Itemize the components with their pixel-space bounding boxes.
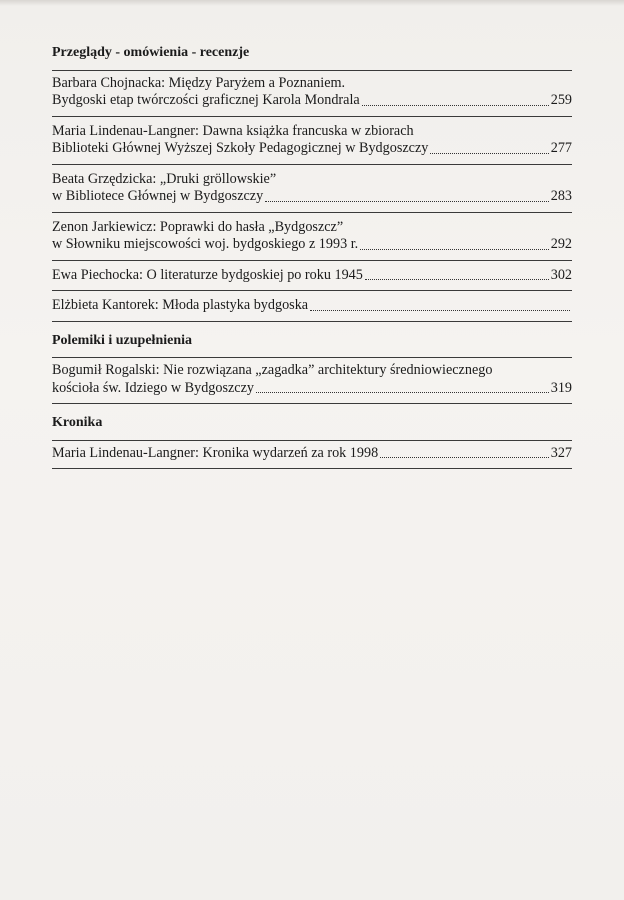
dot-leader (360, 249, 549, 250)
page-number: 277 (550, 140, 572, 156)
toc-entry[interactable] (52, 219, 572, 254)
section-rule (52, 70, 572, 71)
dot-leader (256, 392, 549, 393)
dot-leader (380, 457, 549, 458)
section-rule (52, 440, 572, 441)
section-heading: Przeglądy - omówienia - recenzje (52, 45, 250, 60)
toc-entry[interactable] (52, 75, 572, 110)
entry-text: w Bibliotece Głównej w Bydgoszczy (52, 188, 264, 204)
page-number: 302 (550, 266, 572, 283)
section-przeglady (52, 44, 572, 322)
section-rule (52, 357, 572, 358)
dot-leader (310, 310, 570, 311)
dot-leader (362, 105, 549, 106)
entry-text: Bogumił Rogalski: Nie rozwiązana „zagadka” architektury średniowiecznego (52, 362, 493, 378)
dot-leader (265, 201, 549, 202)
dot-leader (365, 279, 549, 280)
entry-separator (52, 260, 572, 261)
entry-text: Zenon Jarkiewicz: Poprawki do hasła „Bydgoszcz” (52, 218, 344, 235)
entry-separator (52, 290, 572, 291)
page-number: 283 (550, 188, 572, 204)
toc-entry[interactable] (52, 123, 572, 158)
page-number: 259 (550, 92, 572, 108)
toc-entry[interactable] (52, 171, 572, 206)
entry-separator (52, 403, 572, 404)
entry-separator (52, 212, 572, 213)
toc-entry[interactable] (52, 297, 572, 315)
page-number: 327 (550, 444, 572, 461)
page-number: 292 (550, 236, 572, 252)
section-heading: Polemiki i uzupełnienia (52, 332, 193, 348)
entry-text: Maria Lindenau-Langner: Kronika wydarzeń za rok 1998 (52, 444, 379, 461)
section-kronika (52, 414, 572, 469)
dot-leader (430, 153, 548, 154)
entry-text: Biblioteki Głównej Wyższej Szkoły Pedagogicznej w Bydgoszczy (52, 140, 429, 156)
toc-entry[interactable] (52, 267, 572, 285)
entry-text: Elżbieta Kantorek: Młoda plastyka bydgoska (52, 297, 309, 313)
entry-text: Ewa Piechocka: O literaturze bydgoskiej po roku 1945 (52, 266, 363, 283)
toc-entry[interactable] (52, 362, 572, 397)
entry-text: Maria Lindenau-Langner: Dawna książka francuska w zbiorach (52, 122, 414, 139)
entry-separator (52, 164, 572, 165)
page-top-edge (0, 0, 624, 6)
entry-text: kościoła św. Idziego w Bydgoszczy (52, 379, 254, 396)
entry-separator (52, 321, 572, 322)
section-polemiki (52, 332, 572, 405)
toc-entry[interactable] (52, 445, 572, 463)
entry-text: Barbara Chojnacka: Między Paryżem a Poznaniem. (52, 74, 346, 91)
entry-separator (52, 468, 572, 469)
table-of-contents (52, 44, 572, 479)
entry-text: w Słowniku miejscowości woj. bydgoskiego z 1993 r. (52, 236, 359, 252)
section-heading: Kronika (52, 415, 103, 430)
entry-text: Beata Grzędzicka: „Druki gröllowskie” (52, 170, 277, 187)
entry-separator (52, 116, 572, 117)
page-number: 319 (550, 379, 572, 396)
entry-text: Bydgoski etap twórczości graficznej Karola Mondrala (52, 92, 360, 108)
